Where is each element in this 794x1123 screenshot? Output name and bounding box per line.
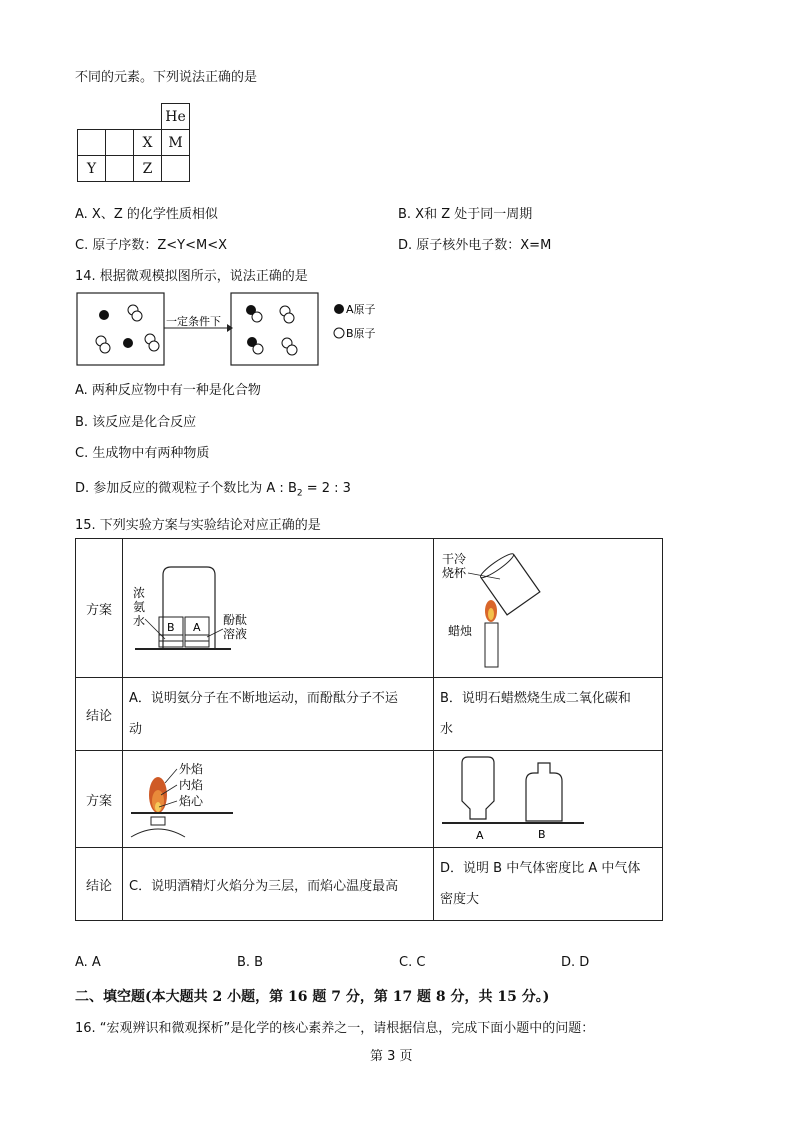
- svg-text:外焰: 外焰: [179, 762, 204, 776]
- q14-option-b: B. 该反应是化合反应: [75, 415, 197, 430]
- a-atom: [99, 310, 109, 320]
- q13-option-a: A. X、Z 的化学性质相似: [75, 207, 218, 222]
- plan-c-cell: [123, 751, 434, 848]
- conclusion-a: A．说明氨分子在不断地运动，而酚酞分子不运 动: [123, 678, 434, 751]
- q13-stem-tail: 不同的元素。下列说法正确的是: [75, 70, 258, 85]
- cell-y: Y: [78, 156, 106, 182]
- q16-stem: 16. “宏观辨识和微观探析”是化学的核心素养之一，请根据信息，完成下面小题中的问题：: [75, 1021, 595, 1036]
- q15-answer-c: C. C: [399, 955, 426, 970]
- svg-text:A: A: [193, 621, 201, 634]
- q14-option-a: A. 两种反应物中有一种是化合物: [75, 383, 261, 398]
- svg-text:溶液: 溶液: [223, 627, 248, 641]
- svg-text:内焰: 内焰: [179, 778, 204, 792]
- q13-option-d: D. 原子核外电子数：X=M: [398, 238, 552, 253]
- svg-text:水: 水: [133, 614, 146, 628]
- experiment-table: [75, 538, 663, 921]
- q15-answer-d: D. D: [561, 955, 590, 970]
- svg-text:B: B: [538, 828, 546, 841]
- svg-text:焰心: 焰心: [179, 794, 204, 808]
- row-label-plan: 方案: [76, 539, 123, 678]
- q14-stem: 14. 根据微观模拟图所示，说法正确的是: [75, 269, 308, 284]
- cell-empty: [106, 130, 134, 156]
- svg-text:A: A: [476, 829, 484, 842]
- conclusion-b: B．说明石蜡燃烧生成二氧化碳和 水: [434, 678, 663, 751]
- row-label-plan: 方案: [76, 751, 123, 848]
- row-label-conclusion: 结论: [76, 678, 123, 751]
- q15-answer-b: B. B: [237, 955, 264, 970]
- legend-b-icon: [334, 328, 344, 338]
- periodic-table-fragment: [77, 103, 190, 182]
- cell-x: X: [134, 130, 162, 156]
- cell-empty: [106, 156, 134, 182]
- ammonia-diffusion-figure: [123, 539, 433, 673]
- section-heading: 二、填空题(本大题共 2 小题，第 16 题 7 分，第 17 题 8 分，共 15 分。): [75, 989, 550, 1005]
- legend-a-label: A原子: [346, 303, 376, 316]
- legend-a-icon: [334, 304, 344, 314]
- svg-text:烧杯: 烧杯: [442, 566, 467, 580]
- page-number: 第 3 页: [370, 1049, 413, 1064]
- arrow-label: 一定条件下: [166, 315, 221, 328]
- svg-text:B: B: [167, 621, 175, 634]
- svg-text:蜡烛: 蜡烛: [448, 624, 473, 638]
- cell-he: He: [162, 104, 190, 130]
- q14-option-d: D. 参加反应的微观粒子个数比为 A : $B_2 = 2$ : 3: [75, 481, 351, 499]
- svg-text:氨: 氨: [133, 600, 146, 614]
- cell-m: M: [162, 130, 190, 156]
- q13-option-c: C. 原子序数：Z<Y<M<X: [75, 238, 227, 253]
- q15-stem: 15. 下列实验方案与实验结论对应正确的是: [75, 518, 321, 533]
- conclusion-d: D．说明 B 中气体密度比 A 中气体 密度大: [434, 848, 663, 921]
- plan-b-cell: [434, 539, 663, 678]
- row-label-conclusion: 结论: [76, 848, 123, 921]
- svg-text:酚酞: 酚酞: [223, 613, 248, 627]
- q13-option-b: B. X和 Z 处于同一周期: [398, 207, 533, 222]
- q14-option-c: C. 生成物中有两种物质: [75, 446, 210, 461]
- reaction-diagram: [75, 290, 395, 370]
- plan-a-cell: [123, 539, 434, 678]
- svg-text:浓: 浓: [133, 586, 146, 600]
- plan-d-cell: [434, 751, 663, 848]
- cell-empty: [78, 130, 106, 156]
- alcohol-lamp-figure: [123, 751, 433, 843]
- svg-text:干冷: 干冷: [442, 552, 467, 566]
- gas-bottles-figure: [434, 751, 660, 843]
- legend-b-label: B原子: [346, 327, 376, 340]
- q15-answer-a: A. A: [75, 955, 101, 970]
- conclusion-c: C．说明酒精灯火焰分为三层，而焰心温度最高: [123, 848, 434, 921]
- candle-beaker-figure: [434, 539, 660, 673]
- cell-empty: [162, 156, 190, 182]
- cell-z: Z: [134, 156, 162, 182]
